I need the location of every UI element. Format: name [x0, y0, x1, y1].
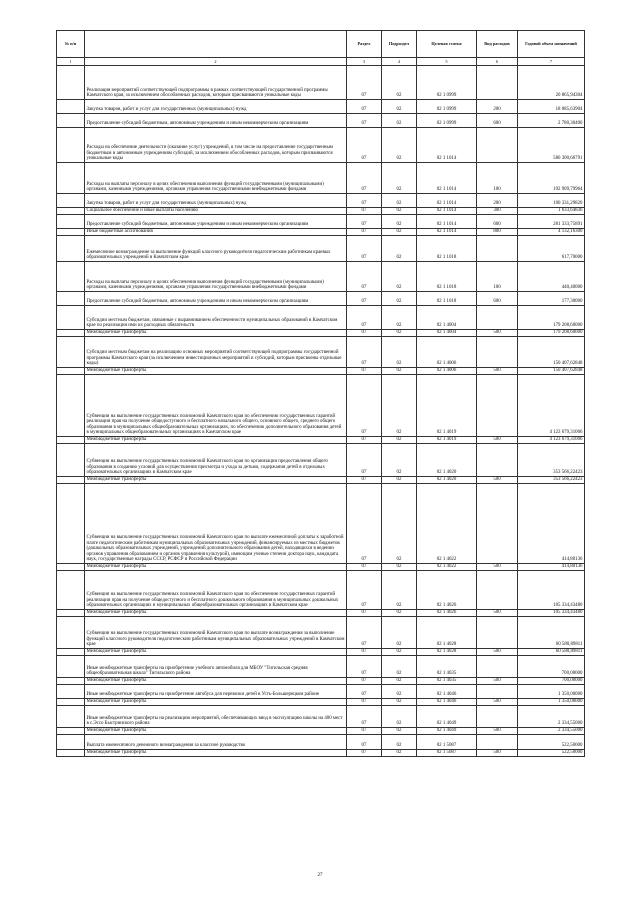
row-name: Межбюджетные трансферты	[85, 678, 347, 685]
row-amount: 580 300,66791	[518, 128, 585, 163]
row-subsection: 02	[382, 437, 417, 444]
row-section: 07	[347, 678, 382, 685]
row-amount: 700,00000	[518, 678, 585, 685]
row-name: Межбюджетные трансферты	[85, 564, 347, 571]
colnum-5: 5	[417, 58, 477, 66]
row-type	[477, 484, 518, 564]
row-name: Предоставление субсидий бюджетным, автономным учреждениям и иным некоммерческим организациям	[85, 292, 347, 306]
row-number	[57, 66, 85, 100]
table-row	[57, 564, 585, 571]
row-amount: 353 566,22423	[518, 444, 585, 477]
row-number	[57, 437, 85, 444]
row-number	[57, 100, 85, 114]
row-section: 07	[347, 337, 382, 368]
row-section: 07	[347, 330, 382, 337]
row-number	[57, 337, 85, 368]
row-subsection: 02	[382, 194, 417, 208]
colnum-1: 1	[57, 58, 85, 66]
row-amount: 100 331,29820	[518, 194, 585, 208]
row-section: 07	[347, 444, 382, 477]
row-number	[57, 292, 85, 306]
row-name: Иные межбюджетные трансферты на реализацию мероприятий, обеспечивающих ввод в эксплуатацию школы на 400 мест в с.Эссо Быстринского района	[85, 706, 347, 728]
row-type	[477, 656, 518, 678]
row-number	[57, 610, 85, 617]
row-section: 07	[347, 306, 382, 330]
row-name: Субсидии местным бюджетам, связанные с выравниванием обеспеченности муниципальных образований в Камчатском крае по реализации ими их расходных обязательств	[85, 306, 347, 330]
row-subsection: 02	[382, 208, 417, 215]
table-row	[57, 735, 585, 750]
col-subsection: Подраздел	[382, 31, 417, 58]
row-type	[477, 337, 518, 368]
row-section: 07	[347, 262, 382, 292]
table-row	[57, 114, 585, 128]
table-row	[57, 66, 585, 100]
row-subsection: 02	[382, 163, 417, 194]
row-name: Межбюджетные трансферты	[85, 437, 347, 444]
row-number	[57, 114, 85, 128]
row-type	[477, 66, 518, 100]
row-amount: 617,70000	[518, 236, 585, 262]
row-name: Ежемесячное вознаграждение за выполнение функций классного руководителя педагогическим работникам краевых образовательных учреждений в Камчатском крае	[85, 236, 347, 262]
row-type: 500	[477, 330, 518, 337]
row-amount: 60 580,89811	[518, 649, 585, 656]
row-subsection: 02	[382, 444, 417, 477]
row-section: 07	[347, 66, 382, 100]
row-number	[57, 444, 85, 477]
row-type	[477, 444, 518, 477]
table-row	[57, 610, 585, 617]
row-amount: 150 407,62848	[518, 368, 585, 375]
row-amount: 177,30000	[518, 292, 585, 306]
row-section: 07	[347, 685, 382, 699]
row-type: 500	[477, 564, 518, 571]
page-number: 27	[317, 873, 323, 878]
row-subsection: 02	[382, 699, 417, 706]
row-target: 02 1 0999	[417, 100, 477, 114]
row-type: 500	[477, 368, 518, 375]
col-section: Раздел	[347, 31, 382, 58]
row-section: 07	[347, 208, 382, 215]
row-amount: 522,50000	[518, 735, 585, 750]
row-type: 600	[477, 292, 518, 306]
row-subsection: 02	[382, 706, 417, 728]
row-name: Субсидии местным бюджетам на реализацию основных мероприятий соответствующей подпрограммы государственной программы Камчатского края (за исключением инвестиционных мероприятий и субсидий, которым присвоены отдельные коды)	[85, 337, 347, 368]
row-type	[477, 571, 518, 610]
row-number	[57, 699, 85, 706]
row-type: 200	[477, 100, 518, 114]
row-section: 07	[347, 649, 382, 656]
table-row	[57, 728, 585, 735]
row-amount: 522,50000	[518, 750, 585, 757]
row-number	[57, 656, 85, 678]
row-name: Расходы на обеспечение деятельности (оказание услуг) учреждений, в том числе на предоставление государственным бюджетным и автономным учреждениям субсидий, за исключением обособленных расходов, которым присваиваются уникальные коды	[85, 128, 347, 163]
row-type	[477, 735, 518, 750]
row-target: 02 1 4006	[417, 368, 477, 375]
row-amount: 1 633,64836	[518, 208, 585, 215]
table-row	[57, 292, 585, 306]
row-name: Межбюджетные трансферты	[85, 699, 347, 706]
row-amount: 192 909,79964	[518, 163, 585, 194]
row-subsection: 02	[382, 750, 417, 757]
col-type: Вид расходов	[477, 31, 518, 58]
row-amount: 18 085,63904	[518, 100, 585, 114]
row-number	[57, 617, 85, 649]
row-target: 02 1 4028	[417, 617, 477, 649]
row-target: 02 1 5087	[417, 735, 477, 750]
table-body	[57, 66, 585, 757]
row-amount: 414,80136	[518, 564, 585, 571]
row-subsection: 02	[382, 100, 417, 114]
row-number	[57, 375, 85, 437]
table-row	[57, 685, 585, 699]
header-row	[57, 31, 585, 58]
row-subsection: 02	[382, 330, 417, 337]
row-subsection: 02	[382, 368, 417, 375]
row-target: 02 1 4006	[417, 337, 477, 368]
table-row	[57, 649, 585, 656]
row-target: 02 1 4022	[417, 564, 477, 571]
row-target: 02 1 4019	[417, 375, 477, 437]
row-target: 02 1 1014	[417, 208, 477, 215]
col-name	[85, 31, 347, 58]
row-subsection: 02	[382, 215, 417, 229]
table-row	[57, 163, 585, 194]
row-section: 07	[347, 750, 382, 757]
row-subsection: 02	[382, 66, 417, 100]
row-number	[57, 750, 85, 757]
table-row	[57, 444, 585, 477]
row-type: 600	[477, 114, 518, 128]
row-section: 07	[347, 617, 382, 649]
table-row	[57, 375, 585, 437]
row-section: 07	[347, 128, 382, 163]
table-row	[57, 208, 585, 215]
row-name: Иные межбюджетные трансферты на приобретение автобуса для перевозки детей в Усть-Большерецком районе	[85, 685, 347, 699]
row-type	[477, 128, 518, 163]
budget-page	[56, 30, 584, 757]
row-subsection: 02	[382, 262, 417, 292]
row-name: Субвенции на выполнение государственных полномочий Камчатского края по выплате вознаграждения за выполнение функций классного руководителя педагогическим работникам муниципальных образовательных учреждений в Камчатском крае	[85, 617, 347, 649]
row-section: 07	[347, 564, 382, 571]
row-target: 02 1 1018	[417, 292, 477, 306]
row-name: Межбюджетные трансферты	[85, 750, 347, 757]
row-amount: 414,80136	[518, 484, 585, 564]
row-type: 500	[477, 728, 518, 735]
row-type: 200	[477, 194, 518, 208]
row-name: Закупка товаров, работ и услуг для государственных (муниципальных) нужд	[85, 194, 347, 208]
row-amount: 1 350,00000	[518, 699, 585, 706]
row-number	[57, 706, 85, 728]
row-subsection: 02	[382, 477, 417, 484]
table-row	[57, 330, 585, 337]
row-subsection: 02	[382, 229, 417, 236]
row-number	[57, 564, 85, 571]
table-row	[57, 306, 585, 330]
row-section: 07	[347, 728, 382, 735]
table-row	[57, 128, 585, 163]
row-type	[477, 236, 518, 262]
row-type: 100	[477, 163, 518, 194]
row-section: 07	[347, 571, 382, 610]
row-amount: 2 334,55000	[518, 728, 585, 735]
row-target: 02 1 0999	[417, 66, 477, 100]
row-number	[57, 477, 85, 484]
row-target: 02 1 1018	[417, 262, 477, 292]
row-section: 07	[347, 699, 382, 706]
table-row	[57, 678, 585, 685]
row-amount: 20 865,94304	[518, 66, 585, 100]
row-subsection: 02	[382, 128, 417, 163]
row-type: 300	[477, 208, 518, 215]
row-section: 07	[347, 215, 382, 229]
table-row	[57, 194, 585, 208]
row-type	[477, 706, 518, 728]
row-amount: 179 208,60000	[518, 306, 585, 330]
row-subsection: 02	[382, 292, 417, 306]
row-subsection: 02	[382, 610, 417, 617]
row-number	[57, 330, 85, 337]
row-target: 02 1 1014	[417, 229, 477, 236]
row-name: Межбюджетные трансферты	[85, 728, 347, 735]
table-row	[57, 484, 585, 564]
row-name: Иные бюджетные ассигнования	[85, 229, 347, 236]
row-section: 07	[347, 477, 382, 484]
row-name: Межбюджетные трансферты	[85, 649, 347, 656]
row-number	[57, 484, 85, 564]
row-amount: 105 334,43480	[518, 610, 585, 617]
table-row	[57, 236, 585, 262]
row-name: Закупка товаров, работ и услуг для государственных (муниципальных) нужд	[85, 100, 347, 114]
row-target: 02 1 0999	[417, 114, 477, 128]
table-row	[57, 750, 585, 757]
col-number: № п/п	[57, 31, 85, 58]
row-type	[477, 375, 518, 437]
row-type	[477, 306, 518, 330]
row-type: 500	[477, 649, 518, 656]
row-target: 02 1 1014	[417, 163, 477, 194]
row-amount: 150 407,62848	[518, 337, 585, 368]
row-target: 02 1 1014	[417, 128, 477, 163]
row-subsection: 02	[382, 337, 417, 368]
colnum-2: 2	[85, 58, 347, 66]
row-name: Субвенции на выполнение государственных полномочий Камчатского края по организации предоставления общего образования в созданию условий для осуществления присмотра и ухода за детьми, содержания детей в отдельных образовательных организациях в Камчатском крае	[85, 444, 347, 477]
row-target: 02 1 4035	[417, 656, 477, 678]
col-amount: Годовой объем назначений	[518, 31, 585, 58]
row-name: Субвенции на выполнение государственных полномочий Камчатского края по обеспечению государственных гарантий реализации прав на получение общедоступного и бесплатного начального общего, основного общего, среднего общего образования в муниципальных общеобразовательных организациях, по обеспечению дополнительного образования детей в муниципальных общеобразовательных организациях в Камчатском крае	[85, 375, 347, 437]
col-target: Целевая статья	[417, 31, 477, 58]
row-target: 02 1 4020	[417, 477, 477, 484]
row-subsection: 02	[382, 735, 417, 750]
table-row	[57, 229, 585, 236]
row-section: 07	[347, 292, 382, 306]
row-section: 07	[347, 368, 382, 375]
row-amount: 353 566,22423	[518, 477, 585, 484]
row-name: Расходы на выплаты персоналу в целях обеспечения выполнения функций государственными (муниципальными) органами, казенными учреждениями, органами управления государственными внебюджетными фондами	[85, 163, 347, 194]
row-name: Иные межбюджетные трансферты на приобретение учебного автомобиля для МБОУ "Тигильская средняя общеобразовательная школа" Тигильского района	[85, 656, 347, 678]
row-name: Межбюджетные трансферты	[85, 368, 347, 375]
row-amount: 440,40000	[518, 262, 585, 292]
row-amount: 700,00000	[518, 656, 585, 678]
row-section: 07	[347, 437, 382, 444]
row-subsection: 02	[382, 656, 417, 678]
row-section: 07	[347, 229, 382, 236]
row-subsection: 02	[382, 564, 417, 571]
table-row	[57, 262, 585, 292]
column-numbers-row	[57, 58, 585, 66]
row-section: 07	[347, 100, 382, 114]
table-row	[57, 617, 585, 649]
row-amount: 281 333,75891	[518, 215, 585, 229]
row-number	[57, 208, 85, 215]
row-type: 100	[477, 262, 518, 292]
table-row	[57, 571, 585, 610]
row-target: 02 1 4022	[417, 484, 477, 564]
table-row	[57, 656, 585, 678]
table-row	[57, 368, 585, 375]
row-name: Реализация мероприятий соответствующей подпрограммы в рамках соответствующей государственной программы Камчатского края, за исключением обособленных расходов, которым присваиваются уникальные коды	[85, 66, 347, 100]
row-target: 02 1 1014	[417, 215, 477, 229]
row-name: Социальное обеспечение и иные выплаты населению	[85, 208, 347, 215]
row-name: Предоставление субсидий бюджетным, автономным учреждениям и иным некоммерческим организациям	[85, 215, 347, 229]
row-number	[57, 728, 85, 735]
row-subsection: 02	[382, 678, 417, 685]
row-section: 07	[347, 375, 382, 437]
row-name: Расходы на выплаты персоналу в целях обеспечения выполнения функций государственными (муниципальными) органами, казенными учреждениями, органами управления государственными внебюджетными фондами	[85, 262, 347, 292]
row-type: 500	[477, 477, 518, 484]
table-row	[57, 477, 585, 484]
row-section: 07	[347, 735, 382, 750]
row-section: 07	[347, 656, 382, 678]
row-target: 02 1 4049	[417, 728, 477, 735]
row-number	[57, 236, 85, 262]
row-number	[57, 215, 85, 229]
row-target: 02 1 4035	[417, 678, 477, 685]
table-row	[57, 437, 585, 444]
row-section: 07	[347, 236, 382, 262]
row-subsection: 02	[382, 728, 417, 735]
colnum-3: 3	[347, 58, 382, 66]
row-name: Межбюджетные трансферты	[85, 610, 347, 617]
row-number	[57, 262, 85, 292]
row-subsection: 02	[382, 375, 417, 437]
row-amount: 2 334,55000	[518, 706, 585, 728]
colnum-7: 7	[518, 58, 585, 66]
row-name: Предоставление субсидий бюджетным, автономным учреждениям и иным некоммерческим организациям	[85, 114, 347, 128]
row-name: Межбюджетные трансферты	[85, 477, 347, 484]
row-type: 800	[477, 229, 518, 236]
row-subsection: 02	[382, 649, 417, 656]
table-row	[57, 337, 585, 368]
colnum-6: 6	[477, 58, 518, 66]
row-target: 02 1 4026	[417, 571, 477, 610]
table-row	[57, 100, 585, 114]
row-type: 500	[477, 437, 518, 444]
row-subsection: 02	[382, 236, 417, 262]
row-subsection: 02	[382, 114, 417, 128]
row-type: 500	[477, 699, 518, 706]
row-name: Субвенции на выполнение государственных полномочий Камчатского края по выплате ежемесячной доплаты к заработной плате педагогическим работникам муниципальных образовательных учреждений, финансируемых из местных бюджетов (дошкольных образовательных учреждений, учреждений дополнительного образования детей, находящихся в ведении органов управления образованием и органов управления культурой), имеющим ученые степени доктора наук, кандидата наук, государственные награды СССР, РСФСР и Российской Федерации	[85, 484, 347, 564]
row-subsection: 02	[382, 306, 417, 330]
row-amount: 1 350,00000	[518, 685, 585, 699]
row-section: 07	[347, 114, 382, 128]
row-target: 02 1 4046	[417, 685, 477, 699]
row-number	[57, 128, 85, 163]
row-amount: 105 334,43480	[518, 571, 585, 610]
row-subsection: 02	[382, 685, 417, 699]
row-name: Межбюджетные трансферты	[85, 330, 347, 337]
row-target: 02 1 4046	[417, 699, 477, 706]
row-type: 500	[477, 678, 518, 685]
row-type: 500	[477, 610, 518, 617]
row-section: 07	[347, 194, 382, 208]
row-number	[57, 571, 85, 610]
row-target: 02 1 1014	[417, 194, 477, 208]
row-target: 02 1 4026	[417, 610, 477, 617]
row-amount: 4 132,16300	[518, 229, 585, 236]
row-target: 02 1 4004	[417, 330, 477, 337]
row-number	[57, 649, 85, 656]
row-amount: 179 208,60000	[518, 330, 585, 337]
row-target: 02 1 4049	[417, 706, 477, 728]
row-name: Субвенции на выполнение государственных полномочий Камчатского края по обеспечению государственных гарантий реализации прав на получение общедоступного и бесплатного дошкольного образования в муниципальных дошкольных образовательных организациях и муниципальных общеобразовательных организациях в Камчатском крае	[85, 571, 347, 610]
row-section: 07	[347, 163, 382, 194]
row-target: 02 1 4004	[417, 306, 477, 330]
row-subsection: 02	[382, 484, 417, 564]
row-number	[57, 678, 85, 685]
row-target: 02 1 4028	[417, 649, 477, 656]
colnum-4: 4	[382, 58, 417, 66]
row-type	[477, 685, 518, 699]
table-row	[57, 699, 585, 706]
row-amount: 60 580,89811	[518, 617, 585, 649]
row-section: 07	[347, 706, 382, 728]
row-type	[477, 617, 518, 649]
row-target: 02 1 5087	[417, 750, 477, 757]
row-number	[57, 194, 85, 208]
table-row	[57, 215, 585, 229]
row-type: 500	[477, 750, 518, 757]
row-number	[57, 163, 85, 194]
row-target: 02 1 4019	[417, 437, 477, 444]
row-section: 07	[347, 484, 382, 564]
row-name: Выплата ежемесячного денежного вознаграждения за классное руководство	[85, 735, 347, 750]
row-number	[57, 368, 85, 375]
row-amount: 4 123 679,31006	[518, 375, 585, 437]
row-type: 600	[477, 215, 518, 229]
row-subsection: 02	[382, 571, 417, 610]
row-number	[57, 735, 85, 750]
row-number	[57, 306, 85, 330]
row-amount: 4 123 679,31006	[518, 437, 585, 444]
row-subsection: 02	[382, 617, 417, 649]
table-row	[57, 706, 585, 728]
budget-table	[56, 30, 585, 757]
row-number	[57, 229, 85, 236]
row-section: 07	[347, 610, 382, 617]
row-number	[57, 685, 85, 699]
row-target: 02 1 1018	[417, 236, 477, 262]
row-amount: 2 780,30400	[518, 114, 585, 128]
row-target: 02 1 4020	[417, 444, 477, 477]
